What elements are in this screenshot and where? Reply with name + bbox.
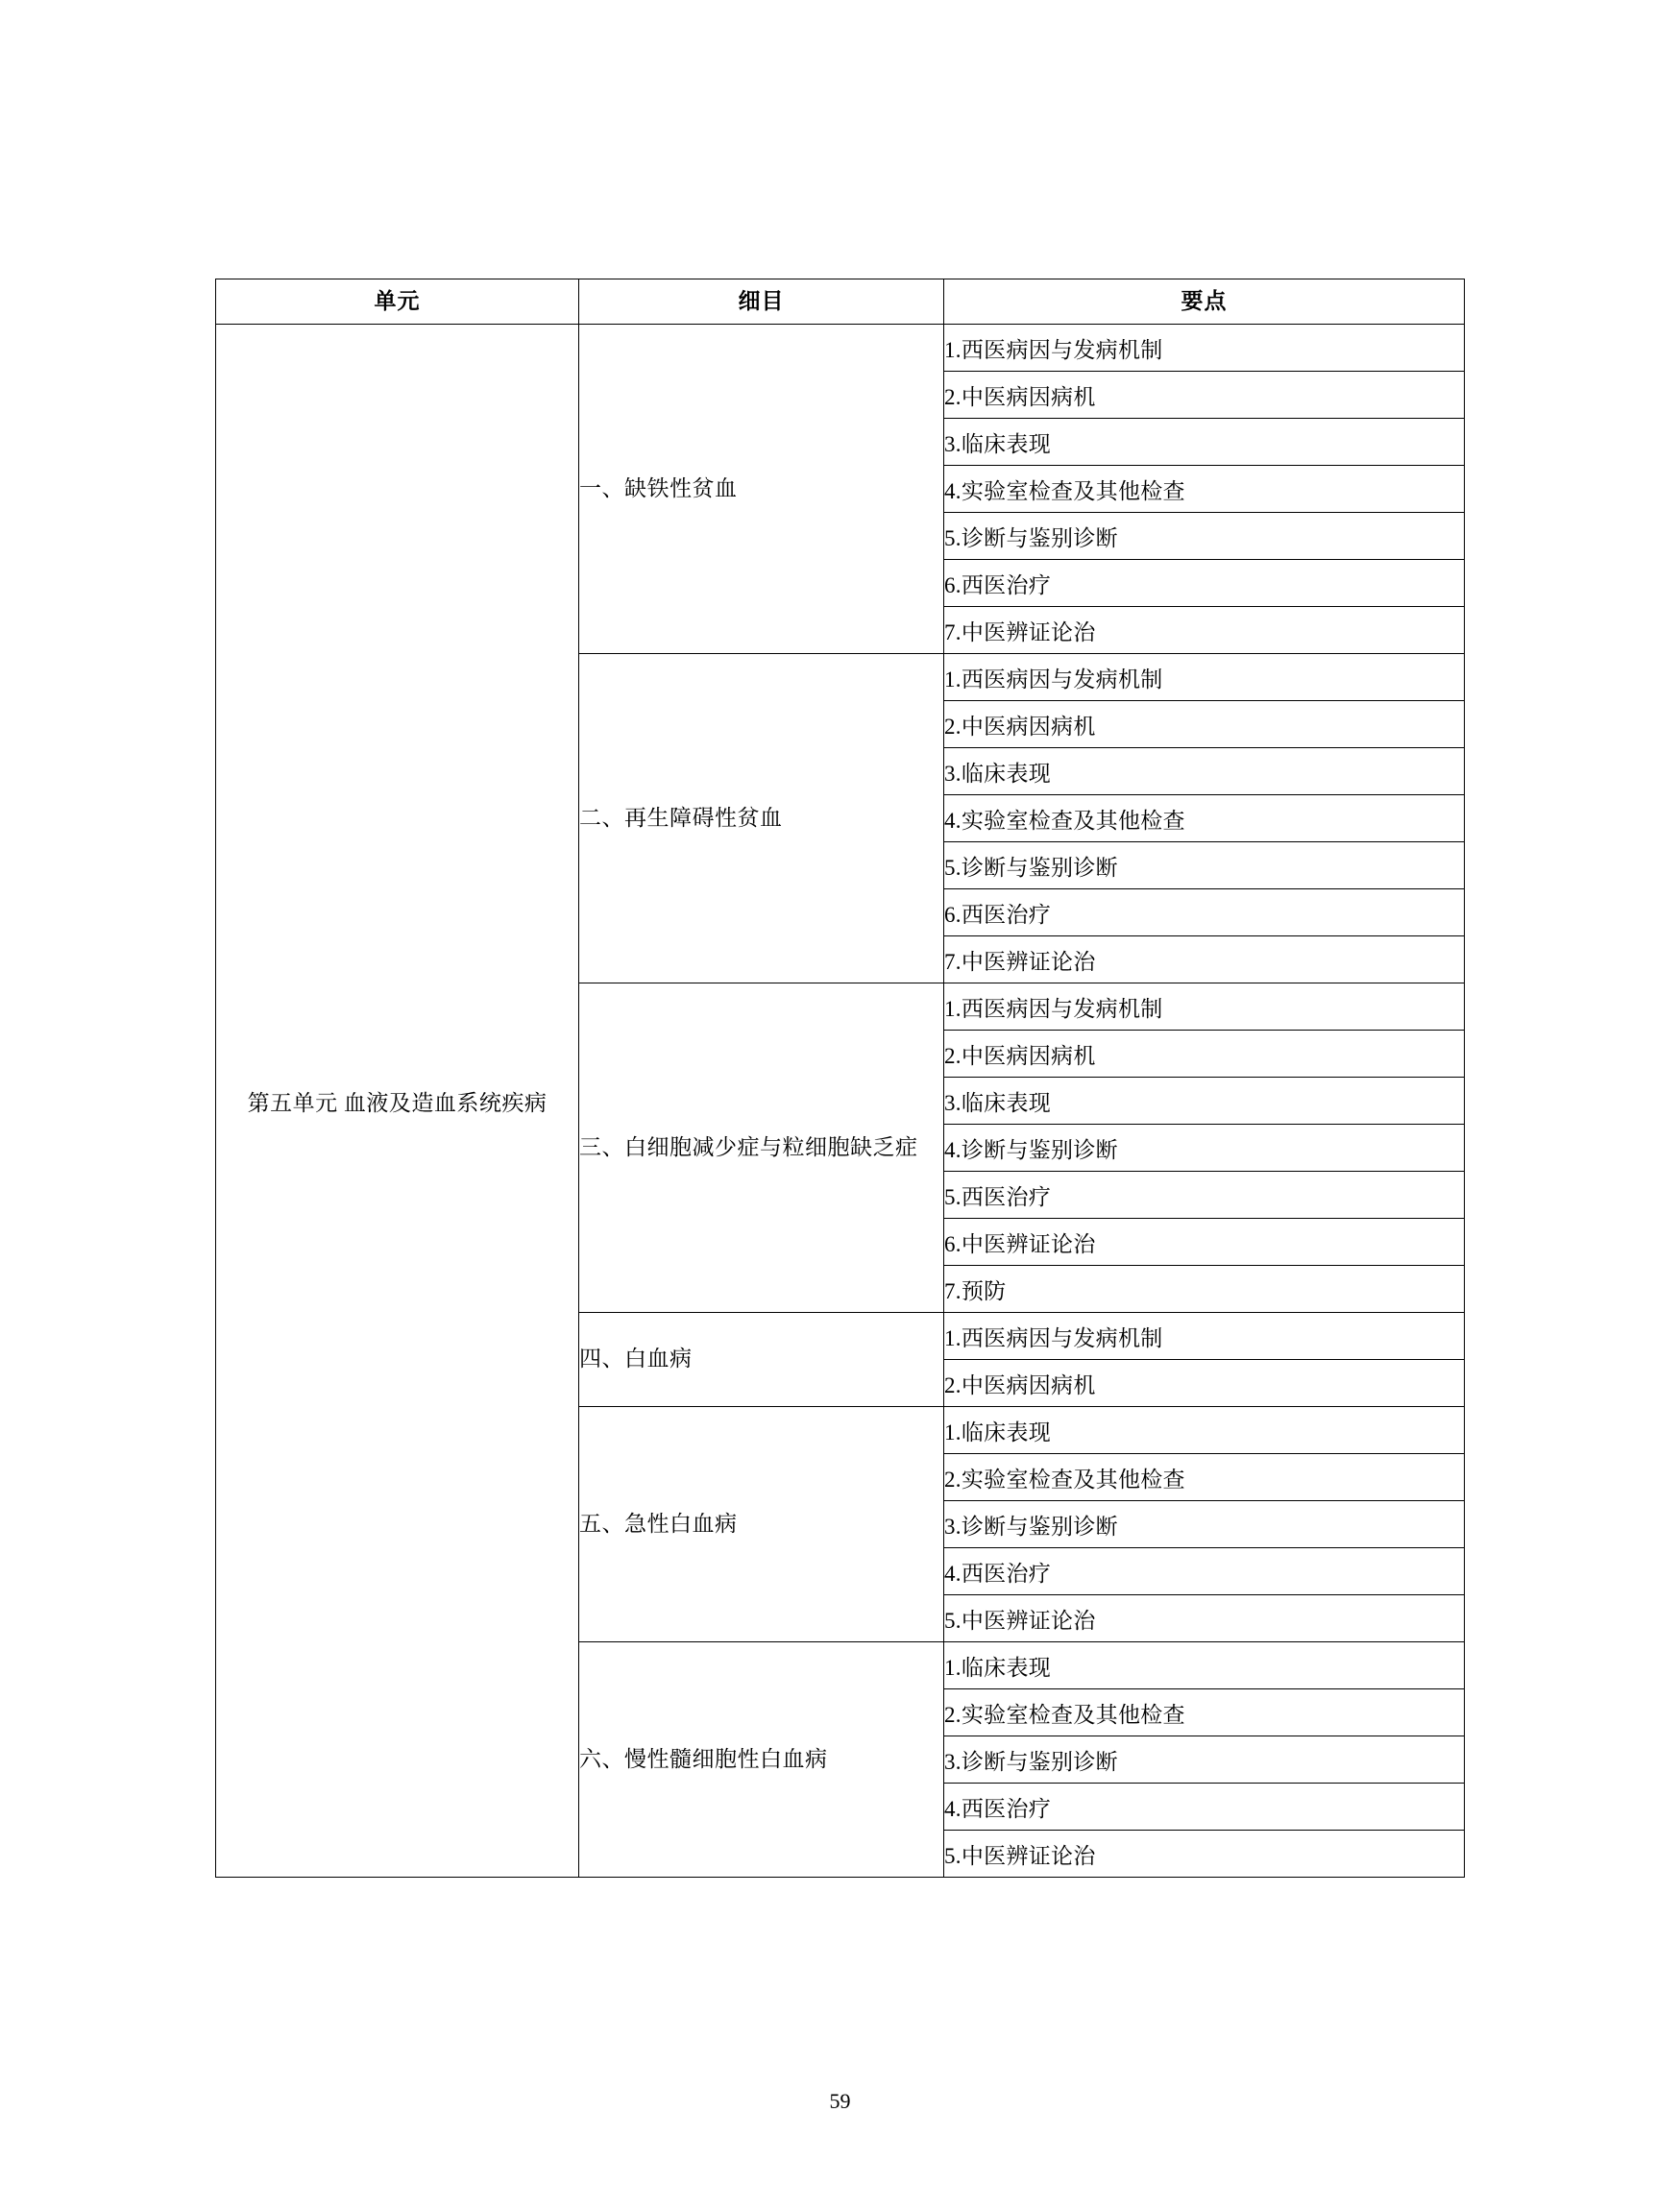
point-cell: 4.实验室检查及其他检查 bbox=[944, 795, 1465, 842]
point-cell: 6.西医治疗 bbox=[944, 560, 1465, 607]
point-cell: 7.中医辨证论治 bbox=[944, 607, 1465, 654]
point-cell: 2.中医病因病机 bbox=[944, 1031, 1465, 1078]
point-cell: 1.临床表现 bbox=[944, 1407, 1465, 1454]
point-cell: 2.中医病因病机 bbox=[944, 1360, 1465, 1407]
column-header-point: 要点 bbox=[944, 279, 1465, 325]
point-cell: 7.预防 bbox=[944, 1266, 1465, 1313]
point-cell: 3.临床表现 bbox=[944, 419, 1465, 466]
table-row bbox=[216, 325, 1465, 372]
point-cell: 1.西医病因与发病机制 bbox=[944, 1313, 1465, 1360]
point-cell: 3.诊断与鉴别诊断 bbox=[944, 1736, 1465, 1784]
table-header-row bbox=[216, 279, 1465, 325]
point-cell: 4.诊断与鉴别诊断 bbox=[944, 1125, 1465, 1172]
page-number: 59 bbox=[829, 2089, 851, 2113]
point-cell: 5.西医治疗 bbox=[944, 1172, 1465, 1219]
point-cell: 4.西医治疗 bbox=[944, 1548, 1465, 1595]
point-cell: 5.诊断与鉴别诊断 bbox=[944, 513, 1465, 560]
point-cell: 6.中医辨证论治 bbox=[944, 1219, 1465, 1266]
point-cell: 2.中医病因病机 bbox=[944, 372, 1465, 419]
point-cell: 7.中医辨证论治 bbox=[944, 936, 1465, 983]
unit-cell: 第五单元 血液及造血系统疾病 bbox=[216, 325, 579, 1878]
point-cell: 3.诊断与鉴别诊断 bbox=[944, 1501, 1465, 1548]
point-cell: 5.诊断与鉴别诊断 bbox=[944, 842, 1465, 889]
point-cell: 1.西医病因与发病机制 bbox=[944, 325, 1465, 372]
detail-cell: 五、急性白血病 bbox=[579, 1407, 944, 1642]
column-header-unit: 单元 bbox=[216, 279, 579, 325]
point-cell: 1.西医病因与发病机制 bbox=[944, 654, 1465, 701]
point-cell: 1.西医病因与发病机制 bbox=[944, 983, 1465, 1031]
detail-cell: 四、白血病 bbox=[579, 1313, 944, 1407]
syllabus-table-container bbox=[215, 279, 1464, 1878]
point-cell: 5.中医辨证论治 bbox=[944, 1595, 1465, 1642]
detail-cell: 六、慢性髓细胞性白血病 bbox=[579, 1642, 944, 1878]
syllabus-table bbox=[215, 279, 1465, 1878]
point-cell: 6.西医治疗 bbox=[944, 889, 1465, 936]
point-cell: 2.实验室检查及其他检查 bbox=[944, 1454, 1465, 1501]
point-cell: 1.临床表现 bbox=[944, 1642, 1465, 1689]
point-cell: 4.西医治疗 bbox=[944, 1784, 1465, 1831]
column-header-detail: 细目 bbox=[579, 279, 944, 325]
detail-cell: 一、缺铁性贫血 bbox=[579, 325, 944, 654]
point-cell: 3.临床表现 bbox=[944, 748, 1465, 795]
point-cell: 3.临床表现 bbox=[944, 1078, 1465, 1125]
detail-cell: 二、再生障碍性贫血 bbox=[579, 654, 944, 983]
point-cell: 2.中医病因病机 bbox=[944, 701, 1465, 748]
point-cell: 5.中医辨证论治 bbox=[944, 1831, 1465, 1878]
point-cell: 4.实验室检查及其他检查 bbox=[944, 466, 1465, 513]
point-cell: 2.实验室检查及其他检查 bbox=[944, 1689, 1465, 1736]
detail-cell: 三、白细胞减少症与粒细胞缺乏症 bbox=[579, 983, 944, 1313]
